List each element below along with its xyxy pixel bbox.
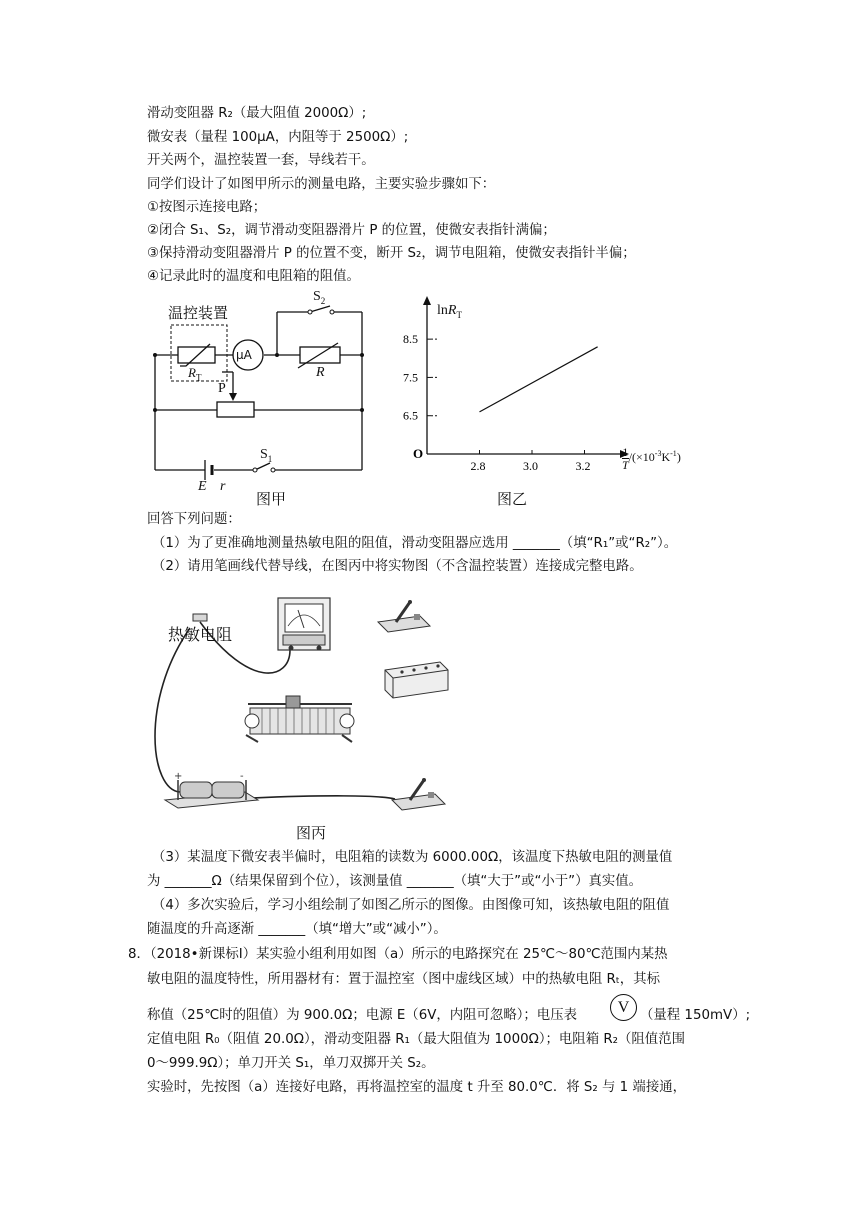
text-line: 回答下列问题： bbox=[147, 512, 241, 527]
data-line bbox=[480, 347, 598, 412]
origin-label: O bbox=[413, 446, 424, 461]
caption-fig-c: 图丙 bbox=[296, 824, 327, 842]
question-4: （4）多次实验后，学习小组绘制了如图乙所示的图像。由图像可知，该热敏电阻的阻值 bbox=[152, 898, 670, 913]
temp-control-label: 温控装置 bbox=[168, 304, 229, 322]
microammeter-symbol: μA bbox=[236, 348, 252, 362]
battery-device bbox=[165, 771, 258, 808]
question-2: （2）请用笔画线代替导线，在图丙中将实物图（不含温控装置）连接成完整电路。 bbox=[152, 559, 643, 574]
x-axis-label: $\frac{1}{T}/(\times 10^{-3}K^{-1})$ bbox=[622, 444, 681, 472]
problem-8-line: 称值（25℃时的阻值）为 900.0Ω；电源 E（6V，内阻可忽略）；电压表 bbox=[147, 1008, 577, 1023]
y-axis-arrow bbox=[423, 296, 431, 305]
text-line: 为 _______Ω（结果保留到个位），该测量值 _______（填“大于”或“小于”）真实值。 bbox=[147, 874, 643, 889]
rt-label: $R_T$ bbox=[188, 365, 202, 383]
p-label: P bbox=[218, 381, 226, 396]
problem-8-line: （量程 150mV）; bbox=[640, 1008, 751, 1023]
text-line: ②闭合 S₁、S₂，调节滑动变阻器滑片 P 的位置，使微安表指针满偏； bbox=[147, 223, 556, 238]
svg-text:+: + bbox=[174, 771, 183, 782]
text-line: 随温度的升高逐渐 _______（填“增大”或“减小”）。 bbox=[147, 922, 447, 937]
x-tick-label: 3.0 bbox=[523, 459, 538, 473]
s2-label: $S_2$ bbox=[313, 289, 326, 306]
problem-8-line: 8．（2018•新课标Ⅰ）某实验小组利用如图（a）所示的电路探究在 25℃～80℃范围内某热 bbox=[128, 947, 668, 962]
s1-label: $S_1$ bbox=[260, 447, 273, 464]
x-tick-label: 2.8 bbox=[470, 459, 486, 473]
question-3: （3）某温度下微安表半偏时，电阻箱的读数为 6000.00Ω，该温度下热敏电阻的测量值 bbox=[152, 850, 673, 865]
thermistor-label: 热敏电阻 bbox=[168, 625, 233, 644]
switch-bottom bbox=[392, 778, 445, 810]
x-tick-label: 3.2 bbox=[575, 459, 591, 473]
y-tick-label: 6.5 bbox=[403, 408, 418, 423]
problem-8-line: 0～999.9Ω）；单刀开关 S₁，单刀双掷开关 S₂。 bbox=[147, 1056, 435, 1071]
y-tick-label: 7.5 bbox=[403, 370, 418, 385]
r-internal-label: r bbox=[220, 479, 226, 494]
e-label: E bbox=[198, 479, 207, 494]
text-line: 同学们设计了如图甲所示的测量电路，主要实验步骤如下： bbox=[147, 177, 496, 192]
text-line: 微安表（量程 100μA，内阻等于 2500Ω）; bbox=[147, 130, 409, 145]
microammeter-device bbox=[278, 598, 330, 651]
question-1: （1）为了更准确地测量热敏电阻的阻值，滑动变阻器应选用 _______（填“R₁”或“R₂”）。 bbox=[152, 536, 678, 551]
caption-fig-a: 图甲 bbox=[256, 490, 287, 508]
problem-8-line: 敏电阻的温度特性，所用器材有：置于温控室（图中虚线区域）中的热敏电阻 Rₜ，其标 bbox=[147, 972, 660, 987]
text-line: ①按图示连接电路； bbox=[147, 200, 267, 215]
problem-8-line: 实验时，先按图（a）连接好电路，再将温控室的温度 t 升至 80.0℃．将 S₂ 与 1 端接通， bbox=[147, 1080, 686, 1095]
svg-text:-: - bbox=[240, 771, 244, 782]
rheostat-device bbox=[245, 696, 354, 742]
switch-top bbox=[378, 600, 430, 632]
caption-fig-b: 图乙 bbox=[497, 490, 528, 508]
text-line: ③保持滑动变阻器滑片 P 的位置不变，断开 S₂，调节电阻箱，使微安表指针半偏； bbox=[147, 246, 636, 261]
problem-8-line: 定值电阻 R₀（阻值 20.0Ω），滑动变阻器 R₁（最大阻值为 1000Ω）；电阻箱 R₂（阻值范围 bbox=[147, 1032, 685, 1047]
r-label: R bbox=[316, 365, 325, 380]
voltmeter-symbol: V bbox=[610, 994, 637, 1021]
y-tick-label: 8.5 bbox=[403, 332, 418, 347]
text-line: 滑动变阻器 R₂（最大阻值 2000Ω）; bbox=[147, 106, 367, 121]
text-line: ④记录此时的温度和电阻箱的阻值。 bbox=[147, 269, 360, 284]
resistance-box bbox=[385, 662, 448, 698]
y-axis-label: lnR$_T$ bbox=[437, 303, 462, 320]
text-line: 开关两个，温控装置一套，导线若干。 bbox=[147, 153, 375, 168]
